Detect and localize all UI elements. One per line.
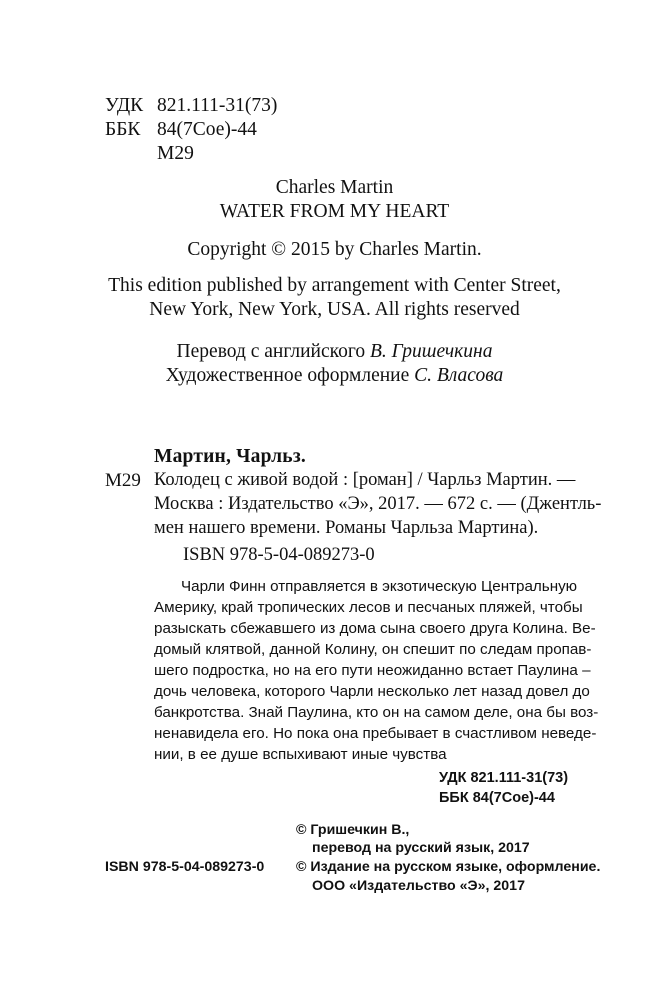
bbk-value: 84(7Сое)-44 — [157, 119, 257, 140]
bib-code: М29 — [105, 470, 141, 491]
annotation-line: домый клятвой, данной Колину, он спешит по следам пропав- — [154, 641, 592, 658]
udk-label: УДК — [105, 95, 144, 116]
annotation-line: банкротства. Знай Паулина, кто он на самом деле, она бы воз- — [154, 704, 599, 721]
bottom-bbk: ББК 84(7Сое)-44 — [439, 790, 555, 806]
copyright-translator: © Гришечкин В., — [296, 822, 410, 838]
original-author: Charles Martin — [275, 177, 394, 198]
annotation-line: Америку, край тропических лесов и песчаных пляжей, чтобы — [154, 599, 583, 616]
annotation — [154, 576, 600, 765]
translator-name: В. Гришечкина — [370, 341, 493, 362]
bib-line-3: мен нашего времени. Романы Чарльза Мартина). — [154, 518, 539, 538]
bib-author-heading: Мартин, Чарльз. — [154, 446, 306, 467]
translation-prefix: Перевод с английского — [176, 341, 371, 362]
annotation-line: ненавидела его. Но пока она пребывает в счастливом неведе- — [154, 725, 597, 742]
annotation-line: нии, в ее душе вспыхивают иные чувства — [154, 746, 447, 763]
udk-row — [105, 94, 277, 118]
annotation-line: Чарли Финн отправляется в экзотическую Центральную — [181, 578, 578, 595]
copyright-publisher: ООО «Издательство «Э», 2017 — [312, 878, 525, 894]
design-prefix: Художественное оформление — [165, 365, 415, 386]
annotation-line: разыскать сбежавшего из дома сына своего друга Колина. Ве- — [154, 620, 596, 637]
isbn-bottom: ISBN 978-5-04-089273-0 — [105, 859, 265, 875]
copyright-translation: перевод на русский язык, 2017 — [312, 840, 530, 856]
bbk-row — [105, 118, 257, 142]
edition-line-2: New York, New York, USA. All rights reserved — [149, 299, 520, 320]
annotation-line: шего подростка, но на его пути неожиданно встает Паулина – — [154, 662, 591, 679]
author-mark: М29 — [157, 143, 194, 164]
copyright-line: Copyright © 2015 by Charles Martin. — [187, 239, 482, 260]
bottom-udk: УДК 821.111-31(73) — [439, 770, 569, 786]
design-credit — [0, 363, 669, 389]
edition-line-1: This edition published by arrangement with Center Street, — [108, 275, 561, 296]
bib-line-1: Колодец с живой водой : [роман] / Чарльз Мартин. — — [154, 470, 576, 490]
author-mark-row — [105, 142, 194, 166]
translation-credit — [0, 339, 669, 365]
original-title: WATER FROM MY HEART — [219, 201, 450, 222]
copyright-edition: © Издание на русском языке, оформление. — [296, 859, 601, 875]
annotation-line: дочь человека, которого Чарли несколько лет назад довел до — [154, 683, 590, 700]
udk-value: 821.111-31(73) — [157, 95, 278, 116]
bbk-label: ББК — [105, 119, 141, 140]
bib-line-2: Москва : Издательство «Э», 2017. — 672 с. — (Джентль- — [154, 494, 602, 514]
isbn-top: ISBN 978-5-04-089273-0 — [183, 545, 375, 565]
designer-name: С. Власова — [414, 365, 504, 386]
